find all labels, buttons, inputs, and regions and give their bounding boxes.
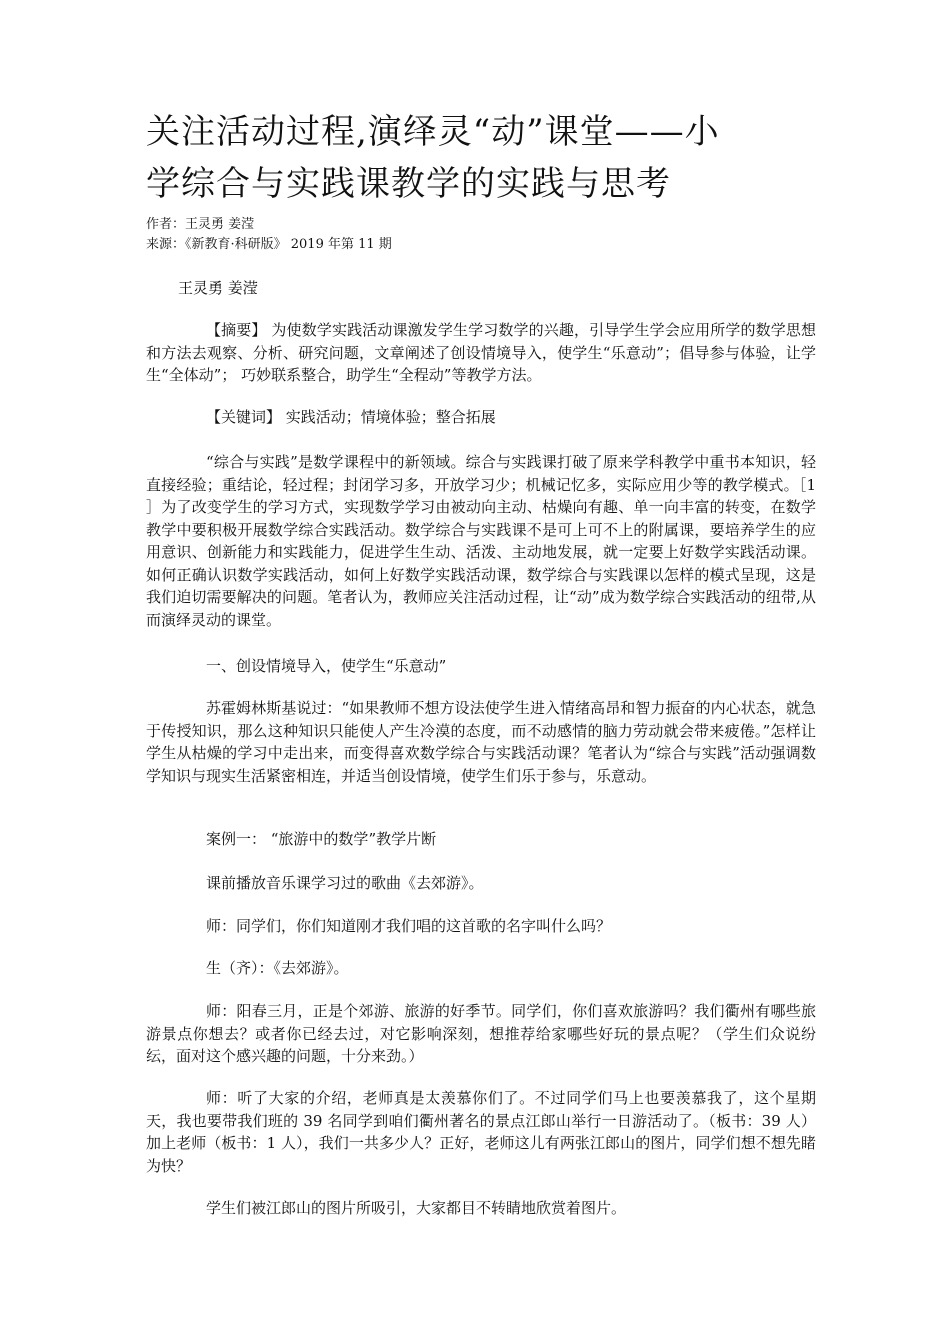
abstract-label: 【摘要】 <box>206 321 267 339</box>
dialogue-line: 课前播放音乐课学习过的歌曲《去郊游》。 <box>206 874 484 892</box>
abstract-text: 为使数学实践活动课激发学生学习数学的兴趣，引导学生学会应用所学的数学思想和方法去观察、分析、研究问题，文章阐述了创设情境导入，使学生“乐意动”；倡导参与体验，让学生“全体动”； 巧妙联系整合，助学生“全程动”等教学方法。 <box>146 321 816 384</box>
keywords-label: 【关键词】 <box>206 408 282 426</box>
intro-paragraph: “综合与实践”是数学课程中的新领域。综合与实践课打破了原来学科教学中重书本知识，轻直接经验；重结论，轻过程；封闭学习多，开放学习少；机械记忆多，实际应用少等的教学模式。［1 ］为了改变学生的学习方式，实现数学学习由被动向主动、枯燥向有趣、单一向丰富的转变，在数学教学中要积极开展数学综合实践活动。数学综合与实践课不是可上可不上的附属课，要培养学生的应用意识、创新能力和实践能力，促进学生生动、活泼、主动地发展，就一定要上好数学实践活动课。如何正确认识数学实践活动，如何上好数学实践活动课，数学综合与实践课以怎样的模式呈现，这是我们迫切需要解决的问题。笔者认为，教师应关注活动过程，让“动”成为数学综合实践活动的纽带,从而演绎灵动的课堂。 <box>146 453 816 629</box>
source-meta: 来源：《新教育·科研版》 2019 年第 11 期 <box>146 237 392 252</box>
case-title: 案例一： “旅游中的数学”教学片断 <box>206 830 437 848</box>
section-paragraph: 苏霍姆林斯基说过：“如果教师不想方设法使学生进入情绪高昂和智力振奋的内心状态，就急于传授知识，那么这种知识只能使人产生冷漠的态度，而不动感情的脑力劳动就会带来疲倦。”怎样让学生从枯燥的学习中走出来，而变得喜欢数学综合与实践活动课？笔者认为“综合与实践”活动强调数学知识与现实生活紧密相连，并适当创设情境，使学生们乐于参与，乐意动。 <box>146 699 816 785</box>
keywords-paragraph <box>146 406 816 429</box>
section-heading: 一、创设情境导入，使学生“乐意动” <box>206 657 447 675</box>
dialogue-line: 学生们被江郎山的图片所吸引，大家都目不转睛地欣赏着图片。 <box>206 1199 627 1217</box>
dialogue-paragraph: 师：阳春三月，正是个郊游、旅游的好季节。同学们，你们喜欢旅游吗？我们衢州有哪些旅游景点你想去？或者你已经去过，对它影响深刻，想推荐给家哪些好玩的景点呢？（学生们众说纷纭，面对这个感兴趣的问题，十分来劲。） <box>146 1002 816 1065</box>
abstract-paragraph <box>146 319 816 387</box>
keywords-text: 实践活动；情境体验；整合拓展 <box>281 408 496 426</box>
byline: 王灵勇 姜滢 <box>178 279 258 297</box>
author-meta: 作者：王灵勇 姜滢 <box>146 217 255 232</box>
dialogue-line: 生（齐）：《去郊游》。 <box>206 959 349 977</box>
dialogue-line: 师：同学们，你们知道刚才我们唱的这首歌的名字叫什么吗？ <box>206 917 612 935</box>
title-line-1: 关注活动过程,演绎灵“动”课堂——小 <box>146 112 720 152</box>
dialogue-paragraph: 师：听了大家的介绍，老师真是太羡慕你们了。不过同学们马上也要羡慕我了，这个星期天，我也要带我们班的 39 名同学到咱们衢州著名的景点江郎山举行一日游活动了。（板书：39 人）加上老师（板书：1 人），我们一共多少人？正好，老师这儿有两张江郎山的图片，同学们想不想先睹为快？ <box>146 1089 816 1175</box>
page-title <box>146 106 846 210</box>
title-line-2: 学综合与实践课教学的实践与思考 <box>146 164 671 204</box>
